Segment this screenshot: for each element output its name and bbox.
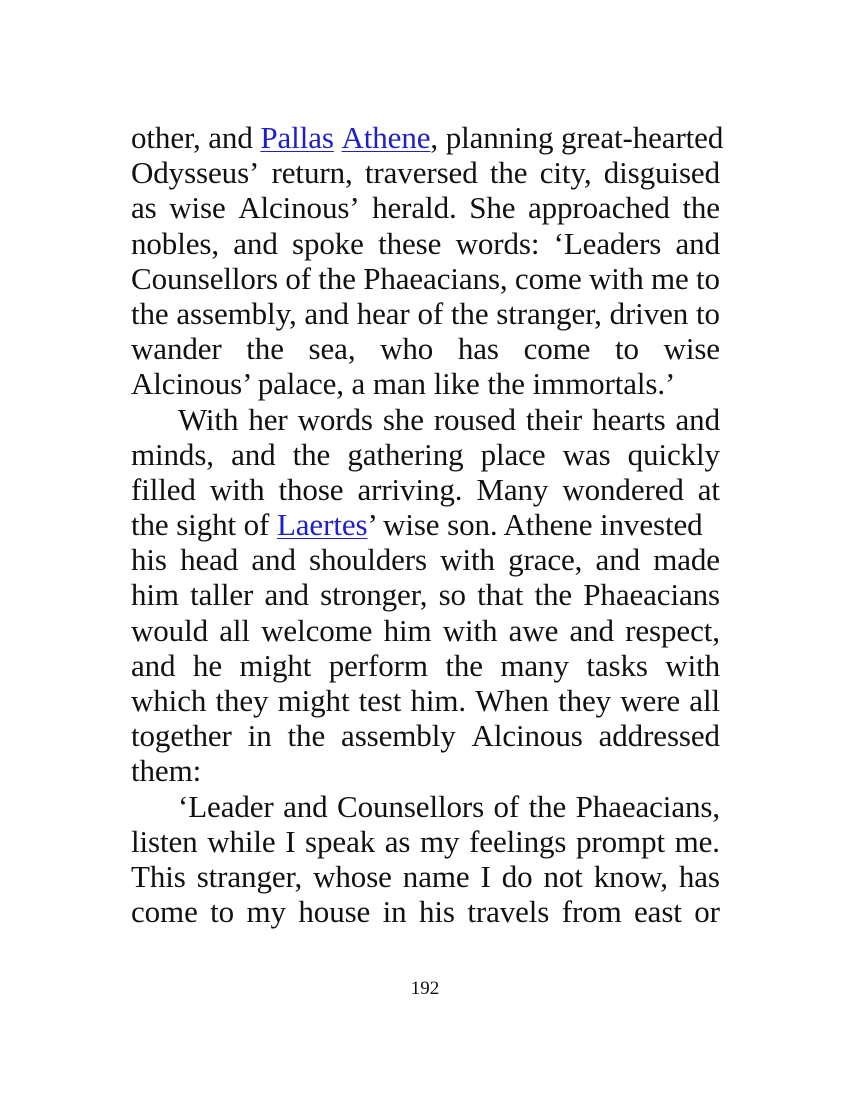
body-text (131, 120, 724, 930)
word: come (523, 331, 591, 367)
text-line (131, 120, 724, 155)
text-line (131, 226, 720, 261)
word: they (558, 683, 612, 718)
word: and (675, 225, 720, 261)
word: Counsellors (337, 788, 485, 824)
word: sea, (308, 331, 356, 367)
word: and (595, 542, 640, 578)
word: my (246, 894, 286, 930)
word: awe (508, 612, 559, 648)
word: many (500, 647, 569, 683)
word: as (384, 823, 411, 859)
line-segment (131, 507, 703, 542)
word: all (219, 612, 250, 648)
word: and (304, 295, 349, 331)
word: or (694, 894, 720, 930)
word: the (682, 190, 720, 226)
word: Alcinous (471, 718, 583, 754)
word: me (651, 260, 689, 296)
word: With (178, 401, 239, 437)
word: know, (593, 858, 668, 894)
word: assembly, (176, 295, 297, 331)
word: so (438, 577, 466, 613)
word: respect, (625, 612, 720, 648)
word: wise (169, 190, 226, 226)
word: might (277, 683, 350, 718)
text-line (131, 507, 720, 542)
text-line (131, 789, 720, 824)
word: words: (455, 225, 540, 261)
word: she (382, 401, 424, 437)
word: him. (410, 683, 467, 718)
text-line (131, 402, 720, 437)
word: traversed (364, 155, 478, 191)
word: the (528, 788, 567, 824)
word: Phaeacians (583, 577, 720, 613)
word: wondered (562, 471, 684, 507)
word: and (231, 436, 276, 472)
word: Phaeacians, (575, 788, 720, 824)
word: city, (539, 155, 592, 191)
word: come (131, 894, 198, 930)
word: stranger, (496, 295, 602, 331)
word: I (285, 823, 296, 859)
word: all (689, 683, 720, 718)
word: This (131, 858, 186, 894)
word: gathering (347, 436, 464, 472)
word: Many (476, 471, 549, 507)
word: whose (313, 858, 392, 894)
word: test (358, 683, 402, 718)
text-line (131, 683, 720, 718)
word: do (501, 858, 533, 894)
word: his (419, 894, 455, 930)
text-line (131, 261, 720, 296)
word: her (248, 401, 288, 437)
word: his (131, 542, 167, 578)
word: taller (190, 577, 254, 613)
text-line (131, 155, 720, 190)
text-line (131, 577, 720, 612)
word: and (131, 647, 176, 683)
word: name (402, 858, 470, 894)
word: to (695, 295, 720, 331)
text-line (131, 613, 720, 648)
word: not (543, 858, 583, 894)
word: east (634, 894, 682, 930)
word: the (534, 577, 573, 613)
word: their (525, 401, 583, 437)
word: was (562, 436, 611, 472)
word: with (442, 612, 498, 648)
word: of (493, 788, 520, 824)
word: made (653, 542, 720, 578)
text-line (131, 859, 720, 894)
text-line (131, 437, 720, 472)
word: She (469, 190, 516, 226)
word: wander (131, 331, 222, 367)
word: the (450, 295, 489, 331)
word: Odysseus’ (131, 155, 260, 191)
word: Alcinous’ (238, 190, 360, 226)
word: has (678, 858, 720, 894)
word: with (588, 260, 644, 296)
word: that (477, 577, 524, 613)
word: words (297, 401, 373, 437)
text-line (131, 648, 720, 683)
word: wise (663, 331, 720, 367)
word: the (318, 260, 356, 296)
text-line (131, 331, 720, 366)
text-line (131, 472, 720, 507)
word: addressed (598, 718, 720, 754)
word: disguised (603, 155, 720, 191)
word: travels (467, 894, 550, 930)
word: speak (305, 823, 376, 859)
word: house (298, 894, 371, 930)
link-athene[interactable]: Athene (341, 120, 431, 155)
word: they (215, 683, 269, 718)
word: feelings (469, 823, 567, 859)
word: arriving. (357, 471, 463, 507)
word: approached (527, 190, 670, 226)
word: When (475, 683, 549, 718)
word: with (209, 471, 265, 507)
word: stranger, (196, 858, 303, 894)
word: Phaeacians, (363, 260, 508, 296)
text-line (131, 824, 720, 859)
word: me. (674, 823, 720, 859)
word: the (246, 331, 284, 367)
word: and (283, 788, 328, 824)
word: the (131, 295, 169, 331)
word: hear (356, 295, 410, 331)
text-fragment: other, and (131, 120, 261, 155)
word: and (233, 225, 278, 261)
word: Counsellors (131, 260, 279, 296)
word: my (420, 823, 460, 859)
word: which (131, 683, 207, 718)
word: those (278, 471, 344, 507)
word: come (514, 260, 582, 296)
word: as (131, 190, 157, 226)
word: to (614, 331, 639, 367)
text-line (131, 894, 720, 929)
line-segment (131, 120, 723, 155)
word: to (210, 894, 235, 930)
word: with (440, 542, 495, 578)
word: welcome (261, 612, 373, 648)
word: the (292, 436, 331, 472)
word: of (285, 260, 311, 296)
word: place (480, 436, 546, 472)
word: has (457, 331, 499, 367)
text-line (131, 190, 720, 225)
word: and (569, 612, 614, 648)
word: roused (433, 401, 516, 437)
word: with (665, 647, 720, 683)
word: prompt (576, 823, 665, 859)
word: were (620, 683, 681, 718)
word: and (264, 577, 309, 613)
text-line: them: (131, 753, 202, 789)
word: quickly (627, 436, 720, 472)
word: and (675, 401, 720, 437)
word: the (489, 155, 528, 191)
word: these (378, 225, 442, 261)
word: head (180, 542, 239, 578)
word: at (697, 471, 720, 507)
word: from (561, 894, 622, 930)
word: ‘Leaders (553, 225, 662, 261)
text-fragment: , planning great-hearted (430, 120, 724, 155)
word: of (417, 295, 444, 331)
word: tasks (586, 647, 648, 683)
word: driven (609, 295, 689, 331)
word: would (131, 612, 209, 648)
page-number: 192 (410, 978, 440, 999)
word: stronger, (320, 577, 428, 613)
text-fragment: ’ wise son. Athene invested (367, 507, 703, 543)
text-line: Alcinous’ palace, a man like the immortals.’ (131, 366, 676, 402)
word: together (131, 718, 232, 754)
link-laertes[interactable]: Laertes (276, 507, 368, 543)
word: filled (131, 471, 196, 507)
text-line (131, 542, 720, 577)
word: him (131, 577, 179, 613)
word: assembly (341, 718, 456, 754)
word: herald. (372, 190, 457, 226)
word: who (380, 331, 434, 367)
word: nobles, (131, 225, 219, 261)
word: ‘Leader (178, 788, 274, 824)
word: I (480, 858, 491, 894)
word: return, (271, 155, 353, 191)
word: hearts (592, 401, 666, 437)
word: minds, (131, 436, 214, 472)
word: while (207, 823, 276, 859)
word: listen (131, 823, 198, 859)
link-pallas[interactable]: Pallas (260, 120, 334, 155)
word: him (383, 612, 432, 648)
word: he (192, 647, 222, 683)
text-line (131, 296, 720, 331)
word: the (287, 718, 326, 754)
word: perform (328, 647, 428, 683)
text-line (131, 718, 720, 753)
word: grace, (508, 542, 583, 578)
word: the (445, 647, 483, 683)
word: in (382, 894, 407, 930)
word: to (696, 260, 720, 296)
word: shoulders (309, 542, 427, 578)
word: might (239, 647, 312, 683)
word: in (247, 718, 272, 754)
text-fragment: the sight of (131, 507, 277, 543)
word: spoke (292, 225, 364, 261)
word: and (251, 542, 296, 578)
